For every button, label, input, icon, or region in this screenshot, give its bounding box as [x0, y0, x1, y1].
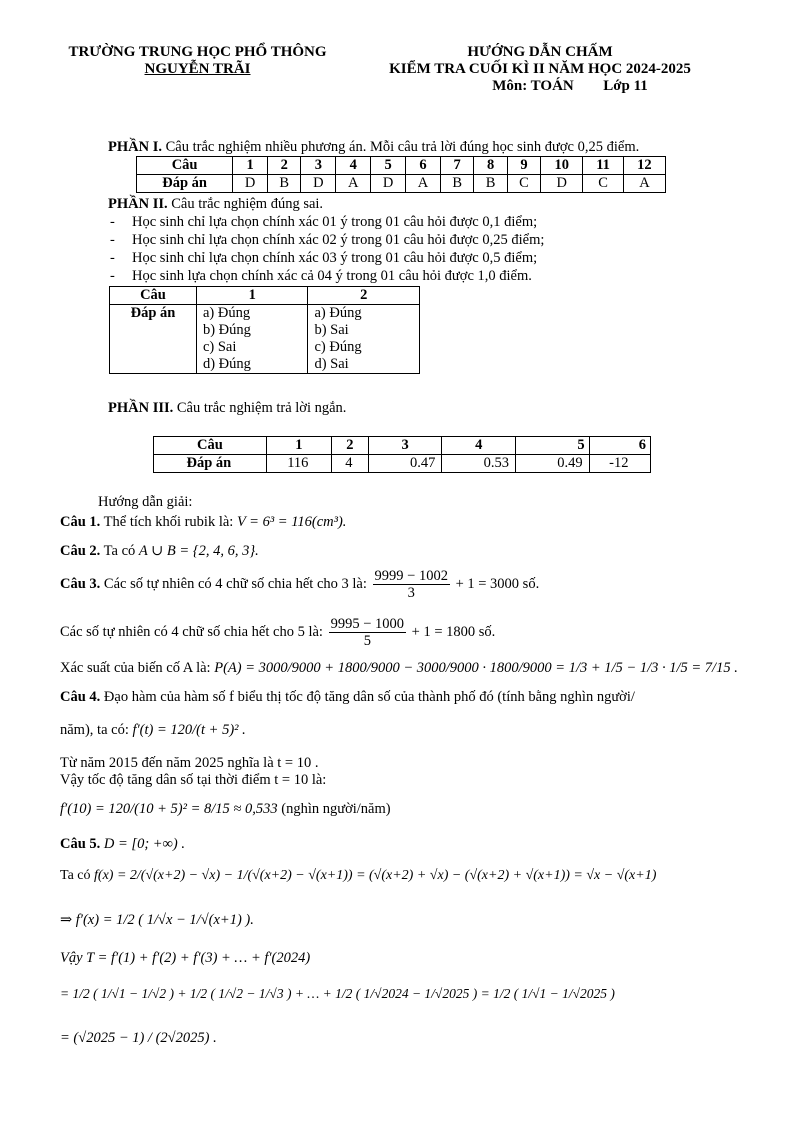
- part2-header-row: Câu 1 2: [110, 287, 420, 305]
- solution-5e: = 1/2 ( 1/√1 − 1/√2 ) + 1/2 ( 1/√2 − 1/√3 ) + … + 1/2 ( 1/√2024 − 1/√2025 ) = 1/2 ( 1/√1 − 1/√2025 ): [60, 986, 615, 1001]
- solution-3c: Xác suất của biến cố A là: P(A) = 3000/9000 + 1800/9000 − 3000/9000 · 1800/9000 = 1/3 + 1/5 − 1/3 · 1/5 = 7/15 .: [60, 660, 738, 676]
- part1-question-row: Câu 1 2 3 4 5 6 7 8 9 10 11 12: [137, 157, 666, 175]
- solution-5f: = (√2025 − 1) / (2√2025) .: [60, 1030, 217, 1046]
- solution-5c: ⇒ f′(x) = 1/2 ( 1/√x − 1/√(x+1) ).: [60, 912, 254, 928]
- part2-q1-answers: a) Đúng b) Đúng c) Sai d) Đúng: [196, 305, 308, 374]
- solution-4d: Vậy tốc độ tăng dân số tại thời điểm t = 10 là:: [60, 772, 327, 788]
- solutions-heading: Hướng dẫn giải:: [98, 494, 193, 510]
- part3-answer-table: [153, 436, 651, 473]
- school-line1: TRƯỜNG TRUNG HỌC PHỔ THÔNG: [68, 44, 327, 60]
- part1-answer-row: Đáp án D B D A D A B B C D C A: [137, 175, 666, 193]
- part2-q2-answers: a) Đúng b) Sai c) Đúng d) Sai: [308, 305, 420, 374]
- solution-4: Câu 4. Đạo hàm của hàm số f biểu thị tốc độ tăng dân số của thành phố đó (tính bằng nghìn người/: [60, 689, 635, 705]
- part2-rule: - Học sinh chỉ lựa chọn chính xác 01 ý trong 01 câu hỏi được 0,1 điểm;: [110, 214, 538, 230]
- solution-4c: Từ năm 2015 đến năm 2025 nghĩa là t = 10 .: [60, 755, 319, 771]
- grade: Lớp 11: [603, 78, 648, 94]
- solution-5d: Vậy T = f′(1) + f′(2) + f′(3) + … + f′(2024): [60, 950, 311, 966]
- fraction: $\frac{9995 - 1000}{5}$: [330, 616, 405, 649]
- solution-5: Câu 5. D = [0; +∞) .: [60, 836, 185, 852]
- exam-title: KIỂM TRA CUỐI KÌ II NĂM HỌC 2024-2025: [389, 61, 691, 77]
- solution-5b: Ta có f(x) = 2/(√(x+2) − √x) − 1/(√(x+2) − √(x+1)) = (√(x+2) + √x) − (√(x+2) + √(x+1)) = √x − √(x+1): [60, 868, 657, 883]
- solution-4b: năm), ta có: f′(t) = 120/(t + 5)² .: [60, 722, 246, 738]
- fraction: $\frac{9999 - 1002}{3}$: [374, 568, 448, 601]
- subject-line: [340, 78, 740, 95]
- part3-heading: PHẦN III. Câu trắc nghiệm trả lời ngắn.: [108, 400, 347, 416]
- solution-3b: Các số tự nhiên có 4 chữ số chia hết cho 5 là: $\frac{9995 - 1000}{5}$ + 1 = 1800 số.: [60, 616, 496, 649]
- part2-answer-table: [109, 286, 420, 374]
- subject: Môn: TOÁN: [492, 78, 574, 94]
- solution-2: Câu 2. Ta có A ∪ B = {2, 4, 6, 3}.: [60, 543, 259, 559]
- part1-answer-table: [136, 156, 666, 193]
- exam-header: [340, 44, 740, 95]
- school-line2: NGUYỄN TRÃI: [144, 61, 251, 77]
- part3-question-row: Câu 1 2 3 4 5 6: [154, 437, 651, 455]
- doc-title: HƯỚNG DẪN CHẤM: [467, 44, 613, 60]
- solution-3: Câu 3. Các số tự nhiên có 4 chữ số chia hết cho 3 là: $\frac{9999 - 1002}{3}$ + 1 = 3000 số.: [60, 568, 540, 601]
- part2-heading: PHẦN II. Câu trắc nghiệm đúng sai.: [108, 196, 324, 212]
- part2-rule: - Học sinh lựa chọn chính xác cả 04 ý trong 01 câu hỏi được 1,0 điểm.: [110, 268, 532, 284]
- part2-answer-row: Đáp án a) Đúng b) Đúng c) Sai d) Đúng a) Đúng b) Sai c) Đúng d) Sai: [110, 305, 420, 374]
- school-name: [55, 44, 340, 78]
- part2-rule: - Học sinh chỉ lựa chọn chính xác 03 ý trong 01 câu hỏi được 0,5 điểm;: [110, 250, 538, 266]
- part3-answer-row: Đáp án 116 4 0.47 0.53 0.49 -12: [154, 455, 651, 473]
- part2-rule: - Học sinh chỉ lựa chọn chính xác 02 ý trong 01 câu hỏi được 0,25 điểm;: [110, 232, 545, 248]
- solution-4e: f′(10) = 120/(10 + 5)² = 8/15 ≈ 0,533 (nghìn người/năm): [60, 801, 391, 817]
- part1-heading: PHẦN I. Câu trắc nghiệm nhiều phương án. Mỗi câu trả lời đúng học sinh được 0,25 điểm.: [108, 139, 640, 155]
- solution-1: Câu 1. Thể tích khối rubik là: V = 6³ = 116(cm³).: [60, 514, 347, 530]
